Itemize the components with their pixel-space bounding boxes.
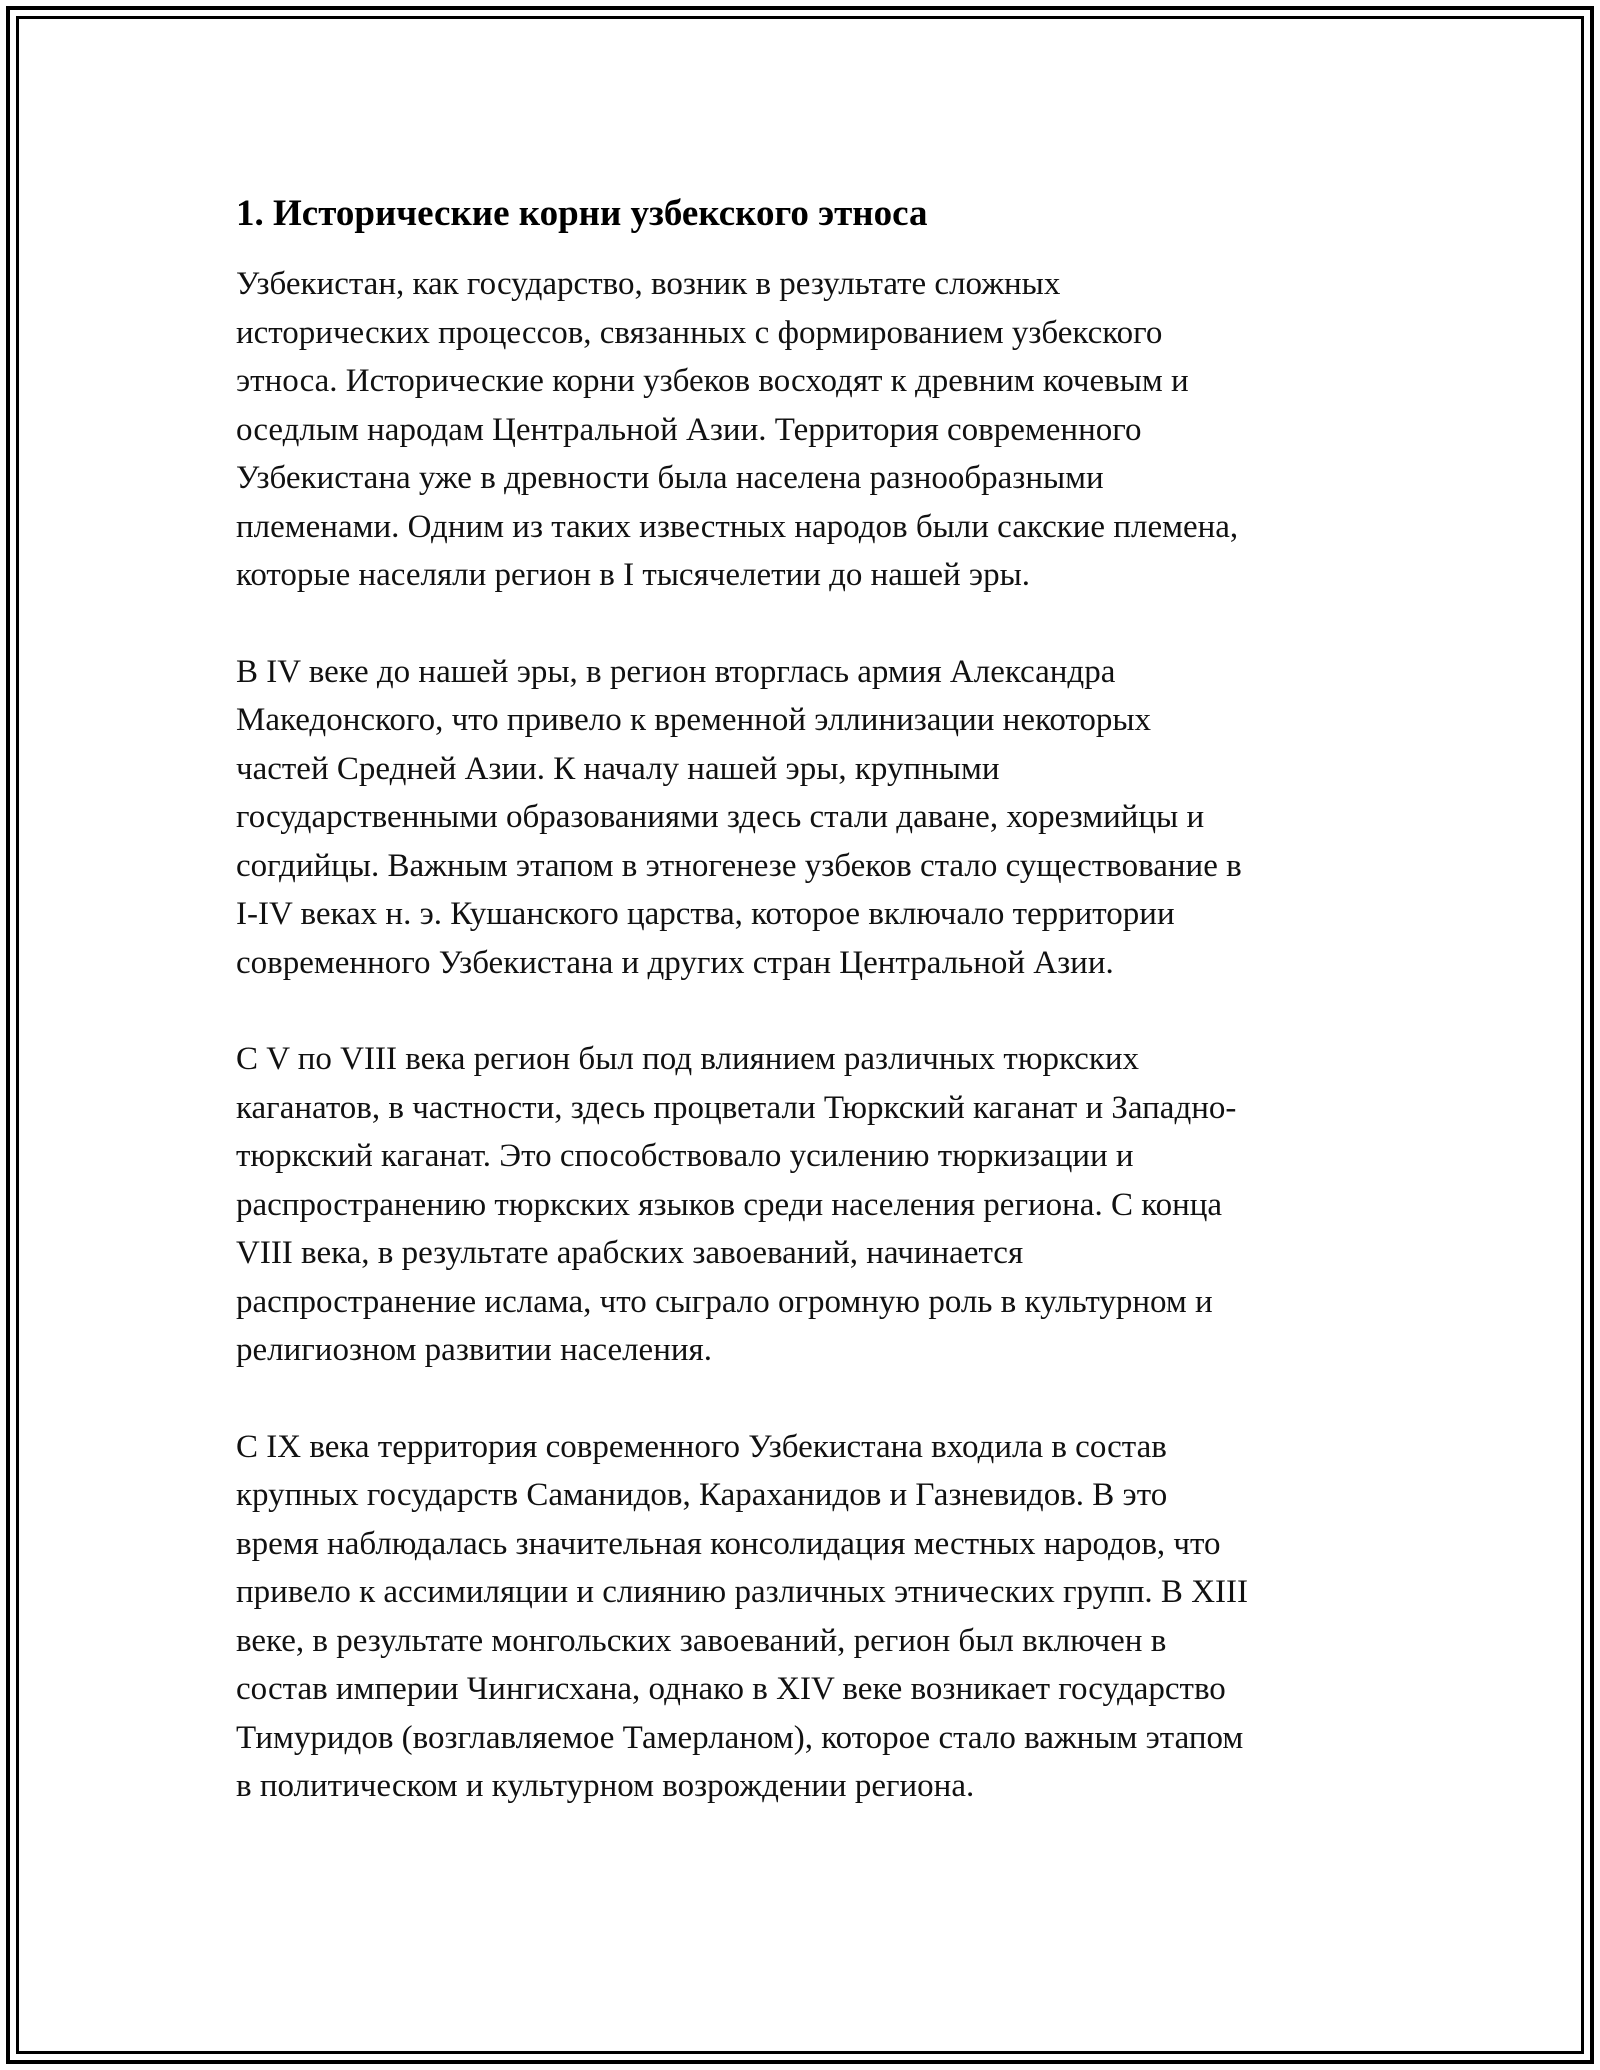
paragraph-3: С V по VIII века регион был под влиянием различных тюркских каганатов, в частности, здесь процветали Тюркский каганат и Западно- тюркский каганат. Это способствовало усилению тюркизации и распространению тюркских языков среди населения региона. С конца VIII века, в результате арабских завоеваний, начинается распространение ислама, что сыграло огромную роль в культурном и религиозном развитии населения. [236,1041,1237,1368]
paragraph-4: С IX века территория современного Узбекистана входила в состав крупных государств Саманидов, Караханидов и Газневидов. В это время наблюдалась значительная консолидация местных народов, что привело к ассимиляции и слиянию различных этнических групп. В XIII веке, в результате монгольских завоеваний, регион был включен в состав империи Чингисхана, однако в XIV веке возникает государство Тимуридов (возглавляемое Тамерланом), которое стало важным этапом в политическом и культурном возрождении региона. [236,1428,1248,1804]
paragraph-1: Узбекистан, как государство, возник в результате сложных исторических процессов, связанных с формированием узбекского этноса. Исторические корни узбеков восходят к древним кочевым и оседлым народам Центральной Азии. Территория современного Узбекистана уже в древности была населена разнообразными племенами. Одним из таких известных народов были сакские племена, которые населяли регион в I тысячелетии до нашей эры. [236,266,1239,593]
section-heading: 1. Исторические корни узбекского этноса [236,193,928,234]
paragraph-2: В IV веке до нашей эры, в регион вторглась армия Александра Македонского, что привело к временной эллинизации некоторых частей Средней Азии. К началу нашей эры, крупными государственными образованиями здесь стали даване, хорезмийцы и согдийцы. Важным этапом в этногенезе узбеков стало существование в I-IV веках н. э. Кушанского царства, которое включало территории современного Узбекистана и других стран Центральной Азии. [236,653,1242,981]
document-body [236,188,1366,1859]
